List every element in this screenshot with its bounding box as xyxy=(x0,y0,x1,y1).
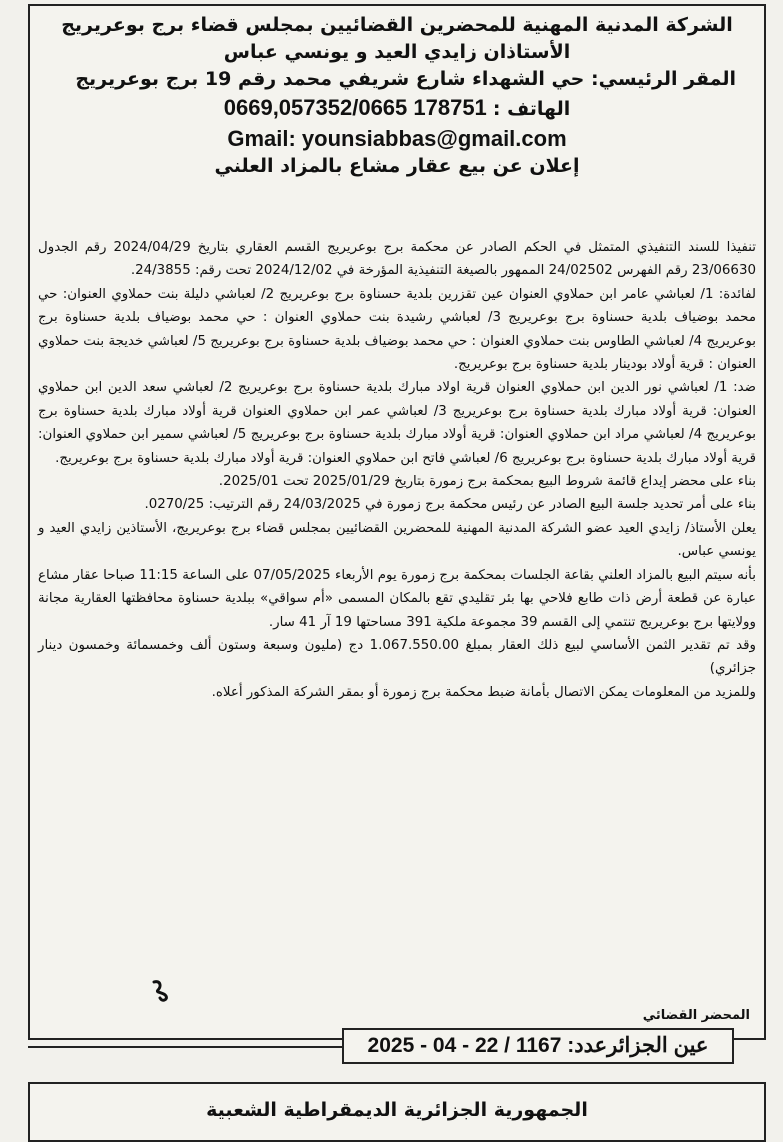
conditions-deposit-paragraph: بناء على محضر إيداع قائمة شروط البيع بمحكمة برج زمورة بتاريخ 2025/01/29 تحت 2025/01. xyxy=(218,474,756,490)
publication-reference: عين الجزائرعدد: 1167 / 22 - 04 - 2025 xyxy=(342,1028,734,1064)
bailiff-signature: المحضر القضائي xyxy=(642,1008,750,1023)
gmail-line: Gmail: younsiabbas@gmail.com xyxy=(227,126,567,151)
office-address: المقر الرئيسي: حي الشهداء شارع شريفي محمد رقم 19 برج بوعريريج xyxy=(75,68,736,90)
phone-label: الهاتف : xyxy=(492,98,571,120)
phone-line xyxy=(40,93,754,124)
footer-divider xyxy=(28,1046,342,1048)
enforcement-paragraph: تنفيذا للسند التنفيذي المتمثل في الحكم الصادر عن محكمة برج بوعريريج القسم العقاري بتاريخ 2024/04/29 رقم الجدول 23/06630 رقم الفهرس 24/02502 الممهور بالصيغة التنفيذية المؤرخة في 2024/12/02 تحت رقم: 24/3855. xyxy=(38,240,756,279)
company-name: الشركة المدنية المهنية للمحضرين القضائيين بمجلس قضاء برج بوعريريج xyxy=(61,14,733,36)
notice-header xyxy=(30,6,764,180)
next-notice xyxy=(28,1082,766,1142)
notice-body xyxy=(38,236,756,704)
legal-notice xyxy=(28,4,766,1040)
defendants-paragraph: ضد: 1/ لعباشي نور الدين ابن حملاوي العنوان قرية اولاد مبارك بلدية حسناوة برج بوعريريج 2/ لعباشي سعد الدين ابن حملاوي العنوان: قرية أولاد مبارك بلدية حسناوة برج بوعريريج 3/ لعباشي عمر ابن حملاوي العنوان قرية أولاد مبارك بلدية حسناوة برج بوعريريج 4/ لعباشي مراد ابن حملاوي العنوان: قرية أولاد مبارك بلدية حسناوة برج بوعريريج 5/ لعباشي سمير ابن حملاوي العنوان: قرية أولاد مبارك بلدية حسناوة برج بوعريريج 6/ لعباشي فاتح ابن حملاوي العنوان: قرية أولاد مبارك بلدية حسناوة برج بوعريريج. xyxy=(38,380,757,466)
base-price-paragraph: وقد تم تقدير الثمن الأساسي لبيع ذلك العقار بمبلغ 1.067.550.00 دج (مليون وسبعة وستون ألف وخمسمائة وخمسون دينار جزائري) xyxy=(38,637,757,677)
bailiff-names: الأستاذان زايدي العيد و يونسي عباس xyxy=(223,41,571,63)
announcer-paragraph: يعلن الأستاذ/ زايدي العيد عضو الشركة المدنية المهنية للمحضرين القضائيين بمجلس قضاء برج بوعريريج، الأستاذين زايدي العيد و يونسي عباس. xyxy=(38,520,756,560)
sale-session-order-paragraph: بناء على أمر تحديد جلسة البيع الصادر عن رئيس محكمة برج زمورة في 24/03/2025 رقم الترتيب: 0270/25. xyxy=(144,497,756,513)
phone-numbers: 0669,057352/0665 178751 xyxy=(223,95,487,120)
sale-details-paragraph: بأنه سيتم البيع بالمزاد العلني بقاعة الجلسات بمحكمة برج زمورة يوم الأربعاء 07/05/2025 على الساعة 11:15 صباحا عقار مشاع عبارة عن قطعة أرض ذات طابع فلاحي بها بئر تقليدي تقع بالمكان المسمى «أم سواقي» ببلدية حسناوة محافظتها العقارية مجانة وولايتها برج بوعريريج تنتمي إلى القسم 39 مجموعة ملكية 391 مساحتها 19 آر 41 سار. xyxy=(38,567,756,630)
beneficiaries-paragraph: لفائدة: 1/ لعباشي عامر ابن حملاوي العنوان عين تقزرين بلدية حسناوة برج بوعريريج 2/ لعباشي دليلة بنت حملاوي العنوان: حي محمد بوضياف بلدية حسناوة برج بوعريريج 3/ لعباشي رشيدة بنت حملاوي العنوان : حي محمد بوضياف بلدية حسناوة برج بوعريريج 4/ لعباشي الطاوس بنت حملاوي العنوان : حي محمد بوضياف بلدية حسناوة برج بوعريريج 5/ لعباشي خديجة بنت حملاوي العنوان : قرية أولاد بودينار بلدية حسناوة برج بوعريريج. xyxy=(38,286,757,373)
contact-paragraph: وللمزيد من المعلومات يمكن الاتصال بأمانة ضبط محكمة برج زمورة أو بمقر الشركة المذكور أعلاه. xyxy=(211,684,756,700)
signature-scribble-icon xyxy=(148,978,176,1004)
next-notice-title: الجمهورية الجزائرية الديمقراطية الشعبية xyxy=(206,1099,588,1121)
notice-title: إعلان عن بيع عقار مشاع بالمزاد العلني xyxy=(214,155,580,177)
